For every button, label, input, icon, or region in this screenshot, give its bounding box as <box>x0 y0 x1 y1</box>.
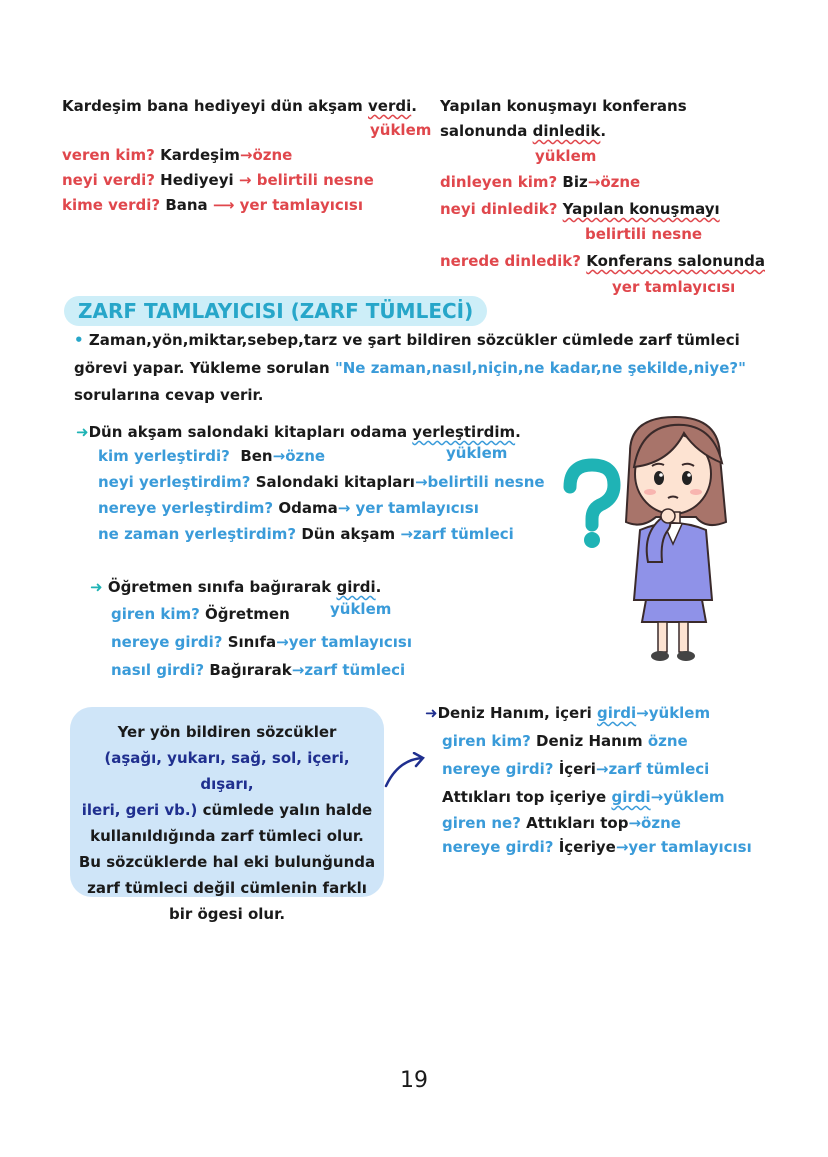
ex2-line1: Yapılan konuşmayı konferans <box>440 97 687 115</box>
ex1-a2: Hediyeyi <box>160 171 234 189</box>
ex3-yuklem-label: yüklem <box>446 444 508 462</box>
question-mark-dot <box>584 532 600 548</box>
arrow-icon: → <box>650 788 664 806</box>
ex3-sentence-text: Dün akşam salondaki kitapları odama <box>88 423 413 441</box>
ex5-r1: özne <box>647 732 688 750</box>
ex2-q3: nerede dinledik? <box>440 252 581 270</box>
ex5-yuklem2: yüklem <box>663 788 725 806</box>
ex3-a4: Dün akşam <box>301 525 396 543</box>
ex4-row3 <box>111 661 405 679</box>
ex3-q1: kim yerleştirdi? <box>98 447 230 465</box>
ex1-sentence <box>62 97 417 115</box>
ex3-a2: Salondaki kitapları <box>255 473 415 491</box>
note-line4: kullanıldığında zarf tümleci olur. <box>90 827 364 845</box>
ex4-period: . <box>375 578 382 596</box>
ex3-q3: nereye yerleştirdim? <box>98 499 274 517</box>
ex1-yuklem-label: yüklem <box>370 121 432 139</box>
ex4-r3: zarf tümleci <box>304 661 406 679</box>
arrow-icon: ⟶ <box>212 196 235 214</box>
ex5-row4 <box>442 838 752 856</box>
arrow-icon: → <box>238 171 252 189</box>
ex1-q3: kime verdi? <box>62 196 161 214</box>
ex4-a1: Öğretmen <box>205 605 290 623</box>
ex2-r1: özne <box>600 173 641 191</box>
ex5-q4: nereye girdi? <box>442 838 554 856</box>
ex2-period: . <box>600 122 607 140</box>
ex3-q2: neyi yerleştirdim? <box>98 473 251 491</box>
ex5-sentence1 <box>425 704 710 722</box>
ex4-verb: girdi <box>336 578 376 596</box>
note-line3-rest: cümlede yalın halde <box>197 801 373 819</box>
ex4-yuklem-label: yüklem <box>330 600 392 618</box>
ex3-r4: zarf tümleci <box>412 525 514 543</box>
ex5-s1-text: Deniz Hanım, içeri <box>437 704 597 722</box>
ex5-a2: İçeri <box>558 760 596 778</box>
ex5-q1: giren kim? <box>442 732 531 750</box>
ex5-q3: giren ne? <box>442 814 521 832</box>
ex3-sentence <box>76 423 521 441</box>
arrow-icon: → <box>414 473 428 491</box>
ex3-r2: belirtili nesne <box>427 473 545 491</box>
intro-line2-text: görevi yapar. Yükleme sorulan <box>74 359 335 377</box>
ex2-a3: Konferans salonunda <box>586 252 766 270</box>
ex5-verb1: girdi <box>597 704 637 722</box>
ex2-line2-text: salonunda <box>440 122 533 140</box>
ex2-verb: dinledik <box>532 122 601 140</box>
ex2-row3 <box>440 252 765 270</box>
intro-line3: sorularına cevap verir. <box>74 386 264 404</box>
intro-line1 <box>74 331 740 349</box>
ex5-s2-text: Attıkları top içeriye <box>442 788 612 806</box>
note-box <box>70 707 384 923</box>
ex2-r3: yer tamlayıcısı <box>612 278 736 296</box>
ex3-a3: Odama <box>278 499 338 517</box>
note-line5: Bu sözcüklerde hal eki bulunğunda <box>78 853 376 871</box>
ex2-q1: dinleyen kim? <box>440 173 558 191</box>
ex3-row3 <box>98 499 479 517</box>
ex5-r3: özne <box>641 814 681 832</box>
arrow-icon: → <box>272 447 286 465</box>
bullet-icon: • <box>74 331 84 349</box>
thinking-woman-illustration <box>560 412 735 667</box>
question-mark-icon <box>570 465 614 525</box>
ex1-r2: belirtili nesne <box>256 171 374 189</box>
arrow-icon: → <box>636 704 649 722</box>
intro-questions: "Ne zaman,nasıl,niçin,ne kadar,ne şekilde,niye?" <box>334 359 746 377</box>
ex1-verb: verdi <box>368 97 412 115</box>
arrow-icon: → <box>615 838 629 856</box>
ex5-a3: Attıkları top <box>526 814 629 832</box>
ex4-q3: nasıl girdi? <box>111 661 205 679</box>
ex2-row1 <box>440 173 640 191</box>
ex1-sentence-text: Kardeşim bana hediyeyi dün akşam <box>62 97 368 115</box>
ex2-a2: Yapılan konuşmayı <box>562 200 720 218</box>
ex4-a3: Bağırarak <box>209 661 292 679</box>
ex4-sentence <box>90 578 381 596</box>
ex1-row1 <box>62 146 292 164</box>
intro-line2 <box>74 359 746 377</box>
ex4-row1 <box>111 605 290 623</box>
ex5-row3 <box>442 814 681 832</box>
ex1-period: . <box>411 97 417 115</box>
ex5-r2: zarf tümleci <box>608 760 710 778</box>
ex3-q4: ne zaman yerleştirdim? <box>98 525 297 543</box>
ex4-sentence-text: Öğretmen sınıfa bağırarak <box>107 578 337 596</box>
ex1-q1: veren kim? <box>62 146 155 164</box>
arrow-icon: → <box>628 814 642 832</box>
ex5-a4: İçeriye <box>558 838 616 856</box>
curved-arrow-icon <box>382 752 428 792</box>
ex5-r4: yer tamlayıcısı <box>628 838 752 856</box>
ex4-q2: nereye girdi? <box>111 633 223 651</box>
arrow-icon: ➜ <box>76 423 89 441</box>
ex3-period: . <box>515 423 521 441</box>
intro-line1-text: Zaman,yön,miktar,sebep,tarz ve şart bildiren sözcükler cümlede zarf tümleci <box>88 331 740 349</box>
ex3-r1: özne <box>285 447 326 465</box>
ex3-r3: yer tamlayıcısı <box>355 499 479 517</box>
ex3-verb: yerleştirdim <box>412 423 516 441</box>
note-line3 <box>78 797 376 823</box>
ex1-a1: Kardeşim <box>160 146 240 164</box>
ex5-yuklem1: yüklem <box>648 704 711 722</box>
ex4-r2: yer tamlayıcısı <box>288 633 413 651</box>
arrow-icon: → <box>291 661 305 679</box>
section-heading: ZARF TAMLAYICISI (ZARF TÜMLECİ) <box>64 296 487 326</box>
ex5-q2: nereye girdi? <box>442 760 554 778</box>
ex3-a1: Ben <box>240 447 273 465</box>
ex1-q2: neyi verdi? <box>62 171 155 189</box>
ex5-verb2: girdi <box>611 788 651 806</box>
ex2-line2 <box>440 122 606 140</box>
page-number: 19 <box>400 1068 428 1093</box>
ex1-a3: Bana <box>165 196 208 214</box>
ex5-row2 <box>442 760 709 778</box>
ex2-row2 <box>440 200 720 218</box>
ex3-row2 <box>98 473 545 491</box>
ex1-row3 <box>62 196 363 214</box>
arrow-icon: → <box>587 173 601 191</box>
note-line2: (aşağı, yukarı, sağ, sol, içeri, dışarı, <box>104 749 350 793</box>
ex2-yuklem-label: yüklem <box>535 147 597 165</box>
ex2-q2: neyi dinledik? <box>440 200 558 218</box>
ex4-a2: Sınıfa <box>227 633 277 651</box>
ex2-r2: belirtili nesne <box>585 225 703 243</box>
arrow-icon: → <box>400 525 413 543</box>
ex4-q1: giren kim? <box>111 605 200 623</box>
note-line7: bir ögesi olur. <box>168 905 286 923</box>
ex3-row4 <box>98 525 514 543</box>
arrow-icon: ➜ <box>90 578 103 596</box>
arrow-icon: → <box>276 633 289 651</box>
note-line1: Yer yön bildiren sözcükler <box>117 723 337 741</box>
ex5-row1 <box>442 732 688 750</box>
arrow-icon: → <box>337 499 351 517</box>
ex3-row1 <box>98 447 325 465</box>
ex4-row2 <box>111 633 412 651</box>
note-line3-blue: ileri, geri vb.) <box>81 801 198 819</box>
note-line6: zarf tümleci değil cümlenin farklı <box>87 879 367 897</box>
ex1-row2 <box>62 171 374 189</box>
arrow-icon: → <box>239 146 253 164</box>
arrow-icon: ➜ <box>425 704 438 722</box>
ex2-a1: Biz <box>562 173 588 191</box>
ex5-a1: Deniz Hanım <box>536 732 643 750</box>
ex5-sentence2 <box>442 788 725 806</box>
ex1-r1: özne <box>252 146 293 164</box>
arrow-icon: → <box>595 760 609 778</box>
ex1-r3: yer tamlayıcısı <box>239 196 363 214</box>
